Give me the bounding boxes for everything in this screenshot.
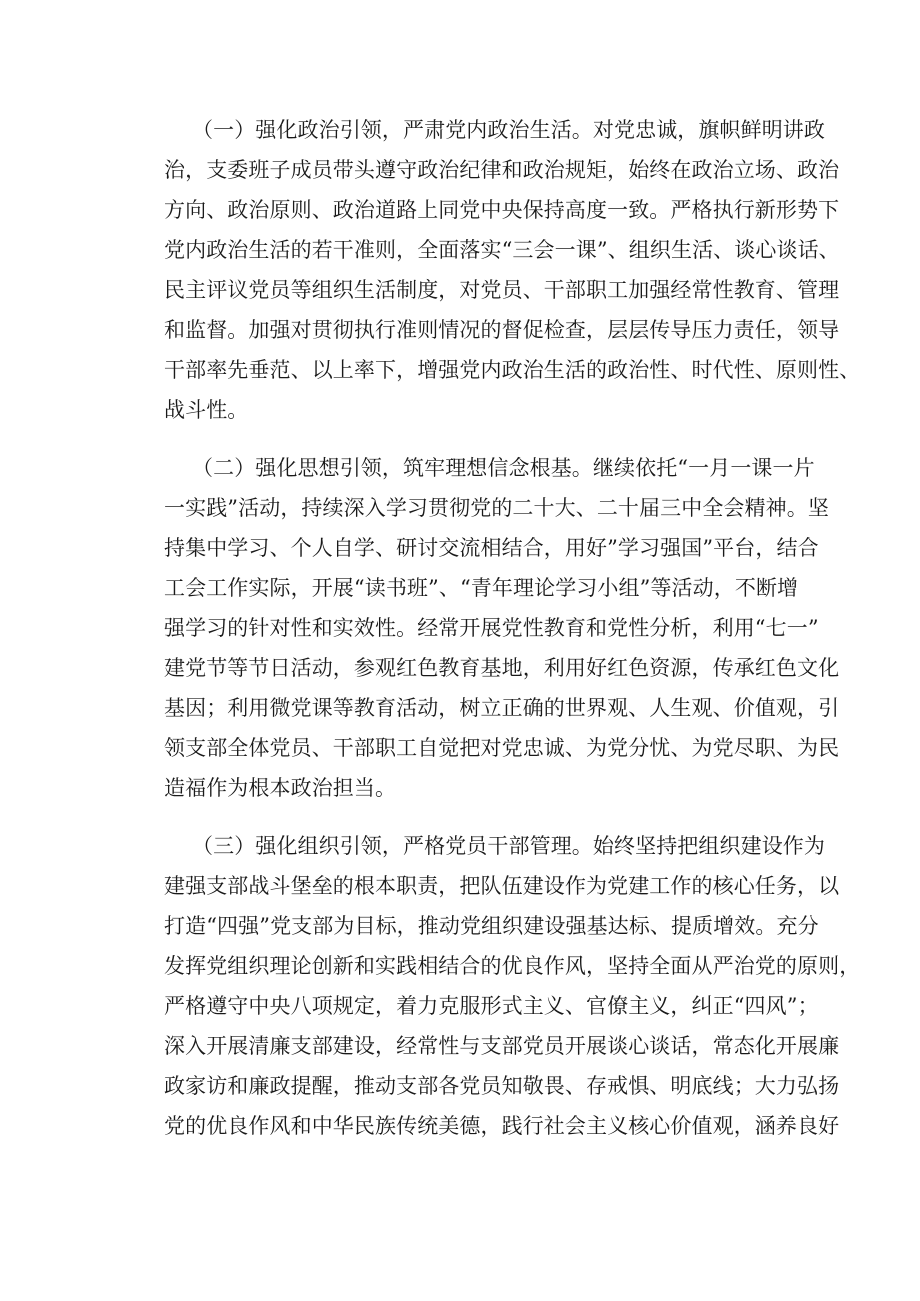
paragraph-2-line-4: 工会工作实际，开展“读书班”、“青年理论学习小组”等活动，不断增 — [164, 576, 799, 600]
paragraph-2-line-9: 造福作为根本政治担当。 — [164, 776, 397, 800]
paragraph-3-line-4: 发挥党组织理论创新和实践相结合的优良作风，坚持全面从严治党的原则， — [164, 954, 861, 978]
paragraph-3-line-3: 打造“四强”党支部为目标，推动党组织建设强基达标、提质增效。充分 — [164, 914, 819, 938]
paragraph-gap — [164, 808, 794, 826]
paragraph-1-line-5: 民主评议党员等组织生活制度，对党员、干部职工加强经常性教育、管理 — [164, 278, 840, 302]
paragraph-1-line-8: 战斗性。 — [164, 398, 249, 422]
paragraph-2-line-7: 基因；利用微党课等教育活动，树立正确的世界观、人生观、价值观，引 — [164, 696, 840, 720]
paragraph-2-line-8: 领支部全体党员、干部职工自觉把对党忠诚、为党分忧、为党尽职、为民 — [164, 736, 840, 760]
paragraph-1-line-2: 治，支委班子成员带头遵守政治纪律和政治规矩，始终在政治立场、政治 — [164, 158, 840, 182]
paragraph-2-line-1: （二）强化思想引领，筑牢理想信念根基。继续依托“一月一课一片 — [192, 456, 815, 480]
paragraph-2-line-3: 持集中学习、个人自学、研讨交流相结合，用好”学习强国”平台，结合 — [164, 536, 819, 560]
paragraph-3-line-1: （三）强化组织引领，严格党员干部管理。始终坚持把组织建设作为 — [192, 834, 825, 858]
paragraph-3-line-2: 建强支部战斗堡垒的根本职责，把队伍建设作为党建工作的核心任务，以 — [164, 874, 840, 898]
paragraph-3-line-7: 政家访和廉政提醒，推动支部各党员知敬畏、存戒惧、明底线；大力弘扬 — [164, 1074, 840, 1098]
paragraph-3-line-8: 党的优良作风和中华民族传统美德，践行社会主义核心价值观，涵养良好 — [164, 1114, 840, 1138]
document-body — [164, 110, 861, 1146]
paragraph-1-line-7: 干部率先垂范、以上率下，增强党内政治生活的政治性、时代性、原则性、 — [164, 358, 861, 382]
paragraph-2-line-2: 一实践”活动，持续深入学习贯彻党的二十大、二十届三中全会精神。坚 — [164, 496, 829, 520]
paragraph-gap — [164, 430, 794, 448]
paragraph-1-line-6: 和监督。加强对贯彻执行准则情况的督促检查，层层传导压力责任，领导 — [164, 318, 840, 342]
paragraph-2-line-6: 建党节等节日活动，参观红色教育基地，利用好红色资源，传承红色文化 — [164, 656, 840, 680]
paragraph-3-line-5: 严格遵守中央八项规定，着力克服形式主义、官僚主义，纠正“四风”； — [164, 994, 819, 1018]
paragraph-2-line-5: 强学习的针对性和实效性。经常开展党性教育和党性分析，利用“七一” — [164, 616, 819, 640]
paragraph-1-line-1: （一）强化政治引领，严肃党内政治生活。对党忠诚，旗帜鲜明讲政 — [192, 118, 825, 142]
paragraph-1-line-3: 方向、政治原则、政治道路上同党中央保持高度一致。严格执行新形势下 — [164, 198, 840, 222]
paragraph-3-line-6: 深入开展清廉支部建设，经常性与支部党员开展谈心谈话，常态化开展廉 — [164, 1034, 840, 1058]
paragraph-1-line-4: 党内政治生活的若干准则，全面落实“三会一课”、组织生活、谈心谈话、 — [164, 238, 840, 262]
